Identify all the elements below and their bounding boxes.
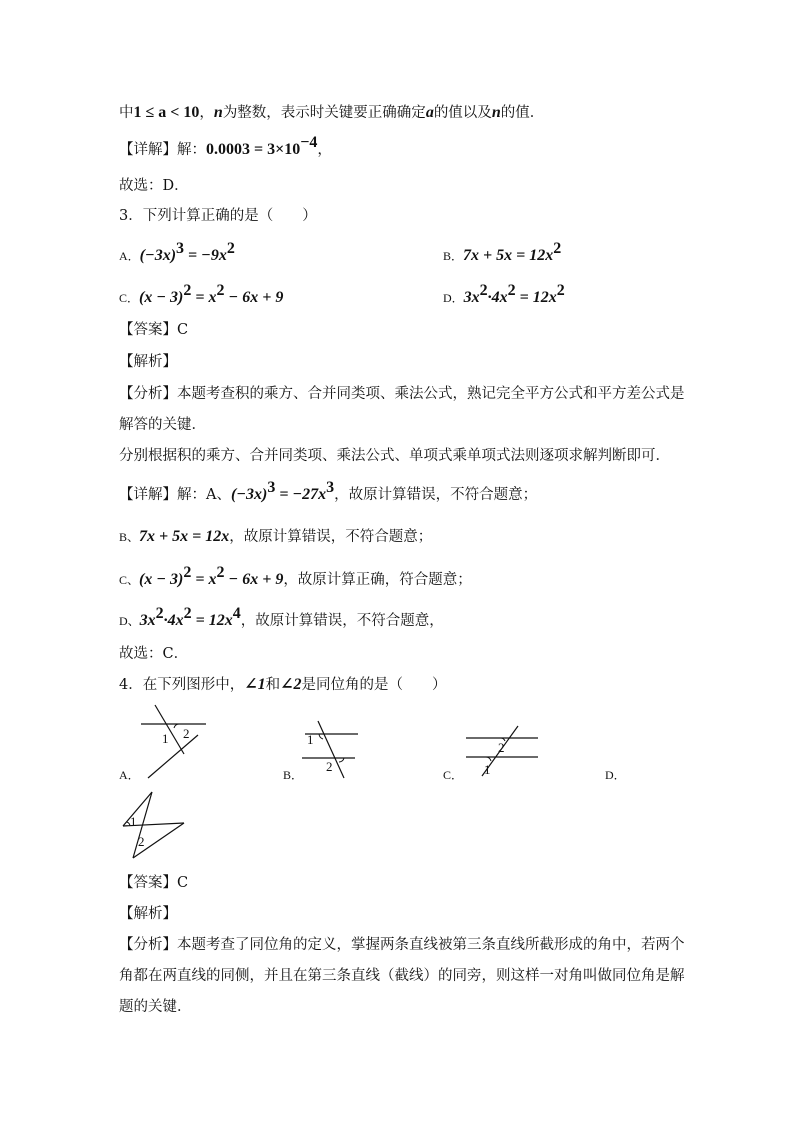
text: ，: [317, 142, 332, 158]
math-variable: n: [491, 104, 501, 121]
math-exponent: 2: [183, 605, 192, 622]
math-exponent: 2: [226, 240, 235, 257]
math-expression: 3x: [463, 289, 480, 306]
angle-arc: [339, 758, 344, 762]
figure-a: [138, 702, 220, 786]
text: 4．在下列图形中，: [119, 677, 245, 693]
option-label: A．: [119, 249, 140, 263]
angle-symbol: ∠1: [244, 676, 266, 693]
math-variable: n: [213, 104, 223, 121]
math-exponent: 2: [155, 605, 164, 622]
option-label: C．: [119, 291, 140, 305]
figure-d-label: [605, 765, 626, 785]
math-expression: 7x + 5x = 12x: [463, 247, 554, 264]
text: B、: [119, 530, 140, 544]
figure-b-drawing: [300, 718, 362, 780]
analysis-text-q4-2: 角都在两直线的同侧，并且在第三条直线（截线）的同旁，则这样一对角叫做同位角是解: [119, 968, 685, 984]
math-expression: 3x: [139, 612, 156, 629]
option-b: [443, 240, 562, 266]
transversal-line: [148, 735, 198, 778]
text: 为整数，表示时关键要正确确定: [222, 105, 426, 121]
math-exponent: 2: [507, 282, 516, 299]
math-variable: a: [425, 104, 434, 121]
text: 和: [265, 677, 281, 693]
math-expression: − 6x + 9: [224, 571, 284, 588]
choose-q3: 故选：C．: [119, 646, 189, 662]
question-3-stem: 3．下列计算正确的是（ ）: [119, 208, 317, 224]
option-label: D．: [605, 768, 626, 782]
math-exponent: 2: [216, 564, 225, 581]
detail-q3-b: [119, 527, 432, 547]
text: 是同位角的是（ ）: [301, 677, 447, 693]
answer-q4: 【答案】C: [119, 875, 189, 891]
answer-q3: 【答案】C: [119, 322, 189, 338]
transversal-line: [155, 705, 184, 754]
detail-q3-a: [119, 479, 538, 505]
figure-a-label: [119, 765, 140, 785]
option-c: [119, 282, 284, 308]
text-line-a-range: [119, 103, 544, 123]
math-exponent: 3: [267, 479, 276, 496]
math-expression: (−3x): [139, 247, 177, 264]
math-exponent: 2: [216, 282, 225, 299]
math-expression: ·4x: [487, 289, 508, 306]
math-expression: = 12x: [515, 289, 557, 306]
analysis-text-q3-3: 分别根据积的乘方、合并同类项、乘法公式、单项式乘单项式法则逐项求解判断即可．: [119, 448, 670, 464]
math-exponent: 2: [479, 282, 488, 299]
math-expression: = −27x: [275, 486, 327, 503]
text: ，故原计算错误，不符合题意，: [240, 613, 444, 629]
option-label: A．: [119, 768, 140, 782]
angle-symbol: ∠2: [280, 676, 302, 693]
analysis-text-q4-1: 【分析】本题考查了同位角的定义，掌握两条直线被第三条直线所截形成的角中，若两个: [119, 937, 685, 953]
text: 中: [119, 105, 134, 121]
math-exponent: 3: [326, 479, 335, 496]
math-expression: (x − 3): [139, 289, 184, 306]
math-expression: 1 ≤ a < 10: [133, 104, 200, 121]
figure-c: [462, 724, 542, 782]
choose-line-q2: 故选：D．: [119, 178, 189, 194]
math-expression: (x − 3): [139, 571, 184, 588]
option-label: D．: [443, 291, 464, 305]
question-4-stem: [119, 675, 447, 695]
math-exponent: 4: [232, 605, 241, 622]
text: 的值以及: [433, 105, 492, 121]
option-label: B．: [283, 768, 304, 782]
math-expression: = x: [191, 571, 217, 588]
math-expression: (−3x): [230, 486, 268, 503]
figure-a-drawing: [138, 702, 220, 782]
figure-b: [300, 718, 362, 784]
text: C、: [119, 573, 140, 587]
text: 【详解】解：A、: [119, 487, 231, 503]
text: D、: [119, 614, 140, 628]
math-expression: 7x + 5x = 12x: [139, 528, 230, 545]
math-expression: = 12x: [191, 612, 233, 629]
math-expression: ·4x: [163, 612, 184, 629]
detail-line-q2: [119, 134, 332, 160]
figure-d: [118, 790, 188, 866]
option-a: [119, 240, 235, 266]
angle-label-1: 1: [130, 814, 137, 829]
text: ，故原计算正确，符合题意；: [283, 572, 472, 588]
text: ，故原计算错误，不符合题意；: [334, 487, 538, 503]
analysis-text-q4-3: 题的关键．: [119, 999, 192, 1015]
math-exponent: 2: [553, 240, 562, 257]
math-expression: 0.0003 = 3×10: [206, 141, 301, 158]
angle-label-1: 1: [162, 731, 169, 746]
analysis-heading-q4: 【解析】: [119, 906, 177, 922]
detail-label: 【详解】解：: [119, 142, 206, 158]
math-exponent: −4: [300, 134, 318, 151]
angle-label-2: 2: [138, 834, 145, 849]
math-exponent: 2: [183, 282, 192, 299]
math-exponent: 2: [183, 564, 192, 581]
detail-q3-c: [119, 564, 472, 590]
angle-label-2: 2: [498, 740, 505, 755]
math-expression: = −9x: [184, 247, 227, 264]
math-exponent: 2: [556, 282, 565, 299]
math-expression: = x: [191, 289, 217, 306]
angle-label-1: 1: [484, 762, 491, 777]
analysis-text-q3-1: 【分析】本题考查积的乘方、合并同类项、乘法公式，熟记完全平方公式和平方差公式是: [119, 386, 685, 402]
math-exponent: 3: [176, 240, 185, 257]
figure-c-drawing: [462, 724, 542, 778]
angle-label-2: 2: [183, 726, 190, 741]
text: ，故原计算错误，不符合题意；: [229, 529, 433, 545]
figure-d-drawing: [118, 790, 188, 862]
analysis-text-q3-2: 解答的关键．: [119, 417, 206, 433]
option-d: [443, 282, 565, 308]
angle-label-1: 1: [307, 732, 314, 747]
analysis-heading-q3: 【解析】: [119, 354, 177, 370]
detail-q3-d: [119, 605, 444, 631]
math-expression: − 6x + 9: [224, 289, 284, 306]
figure-c-label: [443, 765, 463, 785]
option-label: B．: [443, 249, 464, 263]
angle-label-2: 2: [326, 759, 333, 774]
angle-arc: [319, 734, 323, 739]
text: ，: [199, 105, 214, 121]
option-label: C．: [443, 768, 464, 782]
text: 的值．: [500, 105, 545, 121]
